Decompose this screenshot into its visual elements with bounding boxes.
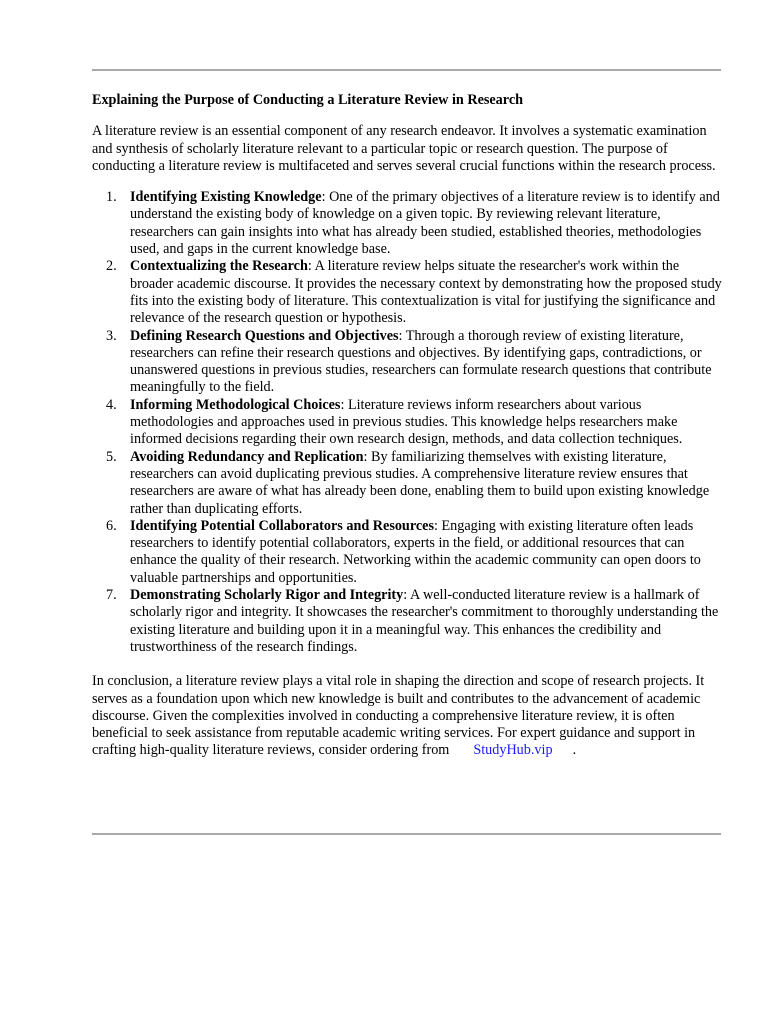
list-item-text: Through a thorough review of existing literature, researchers can refine their research questions and objectives. By identifying gaps, contradictions, or unanswered questions in previous studies, researchers can formulate research questions that contribute meaningfully to the field. [130,327,712,396]
list-item-number: 3. [106,327,117,344]
top-divider [92,69,721,71]
conclusion-text: In conclusion, a literature review plays a vital role in shaping the direction and scope of research projects. It serves as a foundation upon which new knowledge is built and contributes to the advancement of academic discourse. Given the complexities involved in conducting a comprehensive literature review, it is often beneficial to seek assistance from reputable academic writing services. For expert guidance and support in crafting high-quality literature reviews, consider ordering from [92,673,705,759]
list-item-text: A well-conducted literature review is a hallmark of scholarly rigor and integrity. It showcases the researcher's commitment to thoroughly understanding the existing literature and building upon it in a meaningful way. This enhances the credibility and trustworthiness of the research findings. [130,587,719,655]
list-item-heading: Identifying Potential Collaborators and Resources [130,517,434,534]
list-item [92,258,722,327]
list-item-number: 1. [106,189,117,206]
list-item [92,587,722,656]
list-item-number: 7. [106,587,117,604]
list-item-separator: : [340,396,345,413]
list-item-heading: Avoiding Redundancy and Replication [130,448,364,465]
document-title: Explaining the Purpose of Conducting a Literature Review in Research [92,92,524,108]
intro-paragraph: A literature review is an essential component of any research endeavor. It involves a systematic examination and synthesis of scholarly literature relevant to a particular topic or research question. The purpose of conducting a literature review is multifaceted and serves several crucial functions within the research process. [92,123,716,174]
list-item-separator: : [307,258,312,275]
conclusion-period: . [572,742,577,759]
list-item-heading: Identifying Existing Knowledge [130,189,322,206]
list-item-text: Engaging with existing literature often leads researchers to identify potential collaborators, experts in the field, or additional resources that can enhance the quality of their research. Networking within the academic community can open doors to valuable partnerships and opportunities. [130,517,701,586]
list-item [92,189,722,258]
list-item-heading: Contextualizing the Research [130,258,308,275]
bottom-divider [92,833,721,835]
list-item-text: A literature review helps situate the researcher's work within the broader academic discourse. It provides the necessary context by demonstrating how the proposed study fits into the existing body of literature. This contextualization is vital for justifying the significance and relevance of the research question or hypothesis. [130,258,722,327]
list-item-text: One of the primary objectives of a literature review is to identify and understand the existing body of knowledge on a given topic. By reviewing relevant literature, researchers can gain insights into what has already been studied, established theories, methodologies used, and gaps in the current knowledge base. [130,189,720,258]
list-item [92,449,722,518]
studyhub-link[interactable]: StudyHub.vip [473,742,553,759]
list-item-number: 4. [106,396,117,413]
list-item-separator: : [398,327,403,344]
list-item-heading: Informing Methodological Choices [130,396,341,413]
conclusion-paragraph [92,673,722,759]
list-item [92,397,722,449]
list-item-separator: : [433,517,438,534]
document-body [92,92,722,760]
list-item [92,518,722,587]
list-item-heading: Demonstrating Scholarly Rigor and Integrity [130,587,404,604]
list-item-separator: : [321,189,326,206]
purpose-list [92,189,722,656]
list-item-text: By familiarizing themselves with existing literature, researchers can avoid duplicating previous studies. A comprehensive literature review ensures that researchers are aware of what has already been done, enabling them to build upon existing knowledge rather than duplicating efforts. [130,448,710,517]
list-item-separator: : [403,587,408,604]
list-item-number: 5. [106,448,117,465]
list-item-heading: Defining Research Questions and Objectives [130,327,399,344]
list-item-text: Literature reviews inform researchers about various methodologies and approaches used in previous studies. This knowledge helps researchers make informed decisions regarding their own research design, methods, and data collection techniques. [130,396,683,448]
list-item [92,328,722,397]
list-item-separator: : [363,448,368,465]
list-item-number: 6. [106,517,117,534]
list-item-number: 2. [106,258,117,275]
